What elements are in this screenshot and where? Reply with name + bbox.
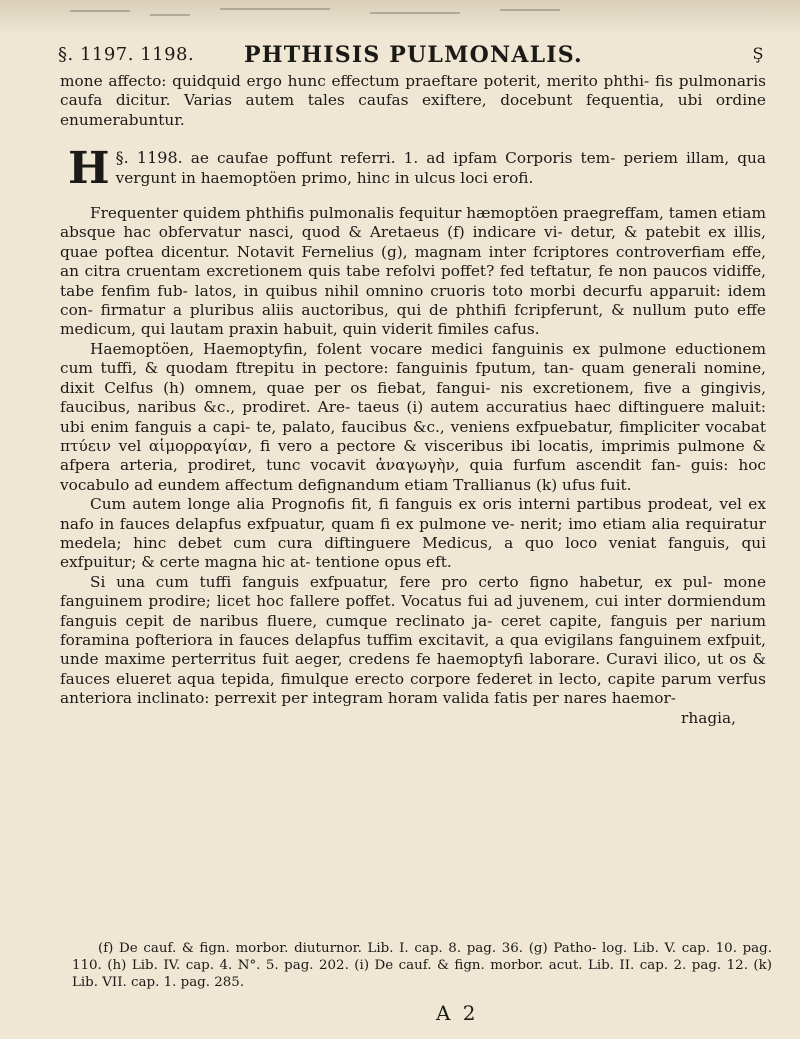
paragraph-2: Haemoptöen, Haemoptyfin, folent vocare medici fanguinis ex pulmone eductionem cum tuffi, & quodam ftrepitu in pectore: fanguinis fputum, tan- quam generali nomine, dixit Celfus (h) omnem, quae per os fiebat, fangui- nis excretionem, five a gingivis, faucibus, naribus &c., prodiret. Are- taeus (i) autem accuratius haec diftinguere maluit: ubi enim fanguis a capi- te, palato, faucibus &c., veniens exfpuebatur, fimpliciter vocabat πτύειν vel αἱμορραγίαν, fi vero a pectore & visceribus ibi locatis, imprimis pulmone & afpera arteria, prodiret, tunc vocavit ἀναγωγὴν, quia furfum ascendit fan- guis: hoc vocabulo ad eundem affectum defignandum etiam Trallianus (k) ufus fuit. (60, 339, 766, 494)
body-text (60, 72, 766, 728)
section-number: §. 1198. (115, 148, 183, 168)
drop-cap: H (68, 143, 110, 195)
paragraph-3: Cum autem longe alia Prognofis fit, fi fanguis ex oris interni partibus prodeat, vel ex nafo in fauces delapfus exfpuatur, quam fi ex pulmone ve- nerit; imo etiam alia requiratur medela; hinc debet cum cura diftinguere Medicus, a quo loco veniat fanguis, qui exfpuitur; & certe magna hic at- tentione opus eft. (60, 495, 766, 572)
footnote-text: (f) De cauf. & fign. morbor. diuturnor. Lib. I. cap. 8. pag. 36. (g) Patho- log. Lib. V. cap. 10. pag. 110. (h) Lib. IV. cap. 4. N°. 5. pag. 202. (i) De cauf. & fign. morbor. acut. Lib. II. cap. 2. pag. 12. (k) Lib. VII. cap. 1. pag. 285. (72, 941, 772, 990)
bleed-through-strip (0, 0, 800, 36)
section-text: ae caufae poffunt referri. 1. ad ipfam Corporis tem- periem illam, qua vergunt in haemoptöen primo, hinc in ulcus loci erofi. (115, 149, 766, 187)
section-folio: §. 1197. 1198. (58, 44, 195, 65)
section-paragraph (60, 143, 766, 195)
page-title: PHTHISIS PULMONALIS. (244, 42, 583, 68)
paragraph-4: Si una cum tuffi fanguis exfpuatur, fere pro certo figno habetur, ex pul- mone fanguinem prodire; licet hoc fallere poffet. Vocatus fui ad juvenem, cui inter dormiendum fanguis cepit de naribus fluere, cumque reclinato ja- ceret capite, fanguis per narium foramina pofteriora in fauces delapfus tuffim excitavit, a qua evigilans fanguinem exfpuit, unde maxime perterritus fuit aeger, credens fe haemoptyfi laborare. Curavi ilico, ut os & fauces elueret aqua tepida, fimulque erecto corpore federet in lecto, capite parum verfus anteriora inclinato: perrexit per integram horam valida fatis per nares haemor- (60, 572, 766, 708)
running-head (58, 42, 770, 72)
intro-paragraph: mone affecto: quidquid ergo hunc effectum praeftare poterit, merito phthi- fis pulmonaris caufa dicitur. Varias autem tales caufas exiftere, docebunt fequentia, ubi ordine enumerabuntur. (60, 72, 766, 129)
paragraph-1: Frequenter quidem phthifis pulmonalis fequitur hæmoptöen praegreffam, tamen etiam absque hac obfervatur nasci, quod & Aretaeus (f) indicare vi- detur, & patebit ex illis, quae poftea dicentur. Notavit Fernelius (g), magnam inter fcriptores controverfiam effe, an citra cruentam excretionem quis tabe refolvi poffet? fed teftatur, fe non paucos vidiffe, tabe fenfim fub- latos, in quibus nihil omnino cruoris toto morbi decurfu apparuit: idem con- firmatur a pluribus aliis auctoribus, qui de phthifi fcripferunt, & nullum puto effe medicum, qui lautam praxin habuit, quin viderit fimiles cafus. (60, 204, 767, 339)
signature-mark: A 2 (436, 1001, 479, 1025)
continuation-word: rhagia, (681, 708, 736, 727)
page-mark: Ş (752, 44, 764, 63)
footnotes (72, 940, 772, 991)
